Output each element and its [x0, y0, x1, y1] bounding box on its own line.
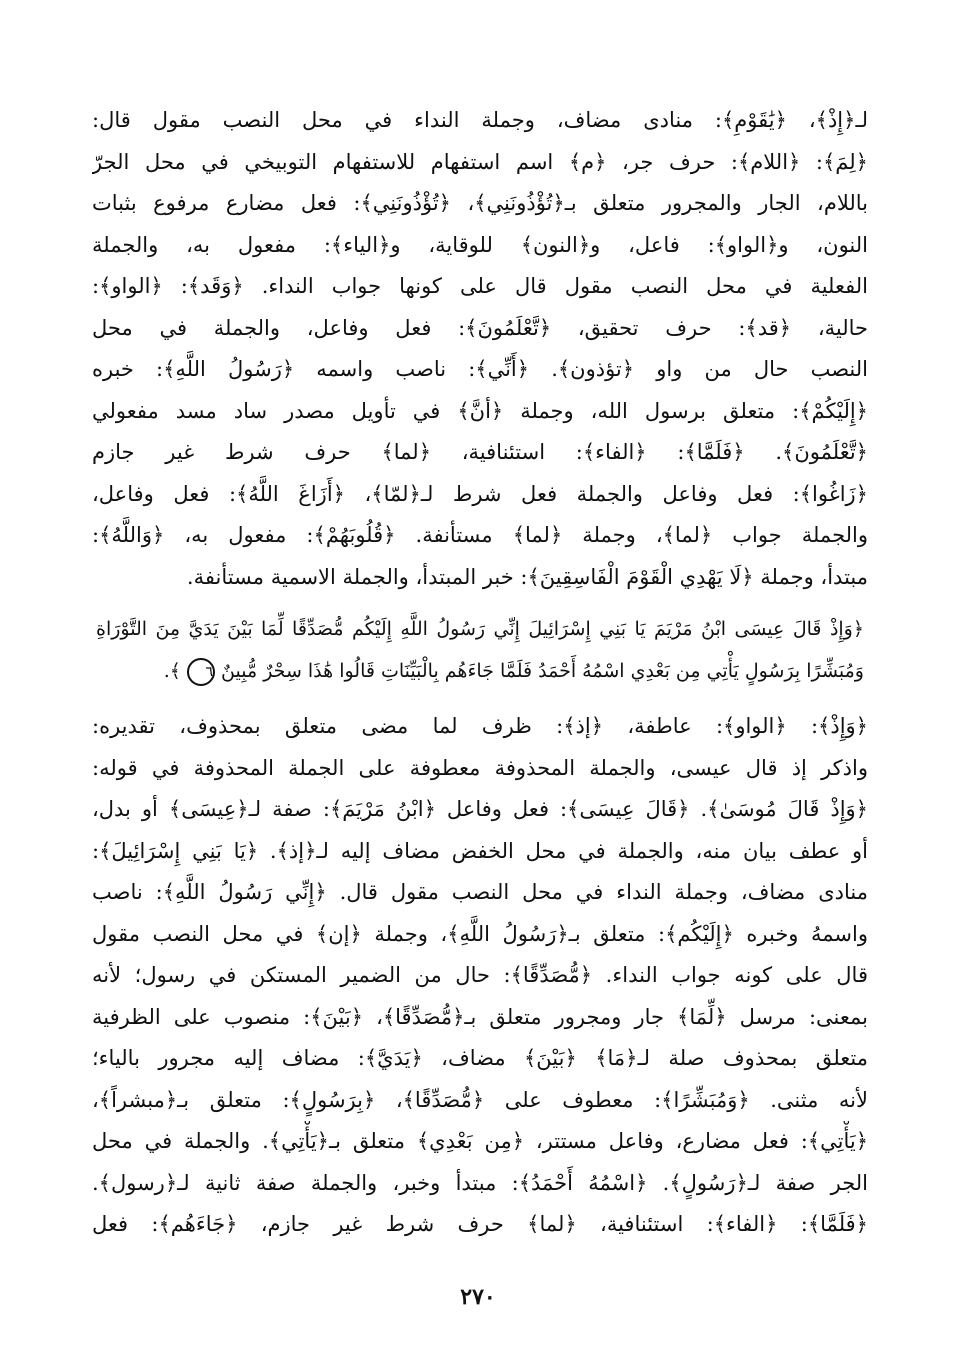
text-line: ﴿إِلَيْكُمْ﴾: متعلق برسول الله، وجملة ﴿أنَّ﴾ في تأويل مصدر ساد مسد مفعولي — [92, 398, 868, 423]
text-line: ﴿يَأْتِي﴾: فعل مضارع، وفاعل مستتر، ﴿مِن بَعْدِي﴾ متعلق بـ﴿يَأْتِي﴾. والجملة في محل — [92, 1129, 868, 1153]
verse-line: ﴿وَإِذْ قَالَ عِيسَى ابْنُ مَرْيَمَ يَا بَنِي إِسْرَائِيلَ إِنِّي رَسُولُ اللَّهِ إِلَيْكُم مُّصَدِّقًا لِّمَا بَيْنَ يَدَيَّ مِنَ التَّوْرَاةِ — [96, 618, 864, 640]
text-line: النصب حال من واو ﴿تؤذون﴾. ﴿أَنِّي﴾: ناصب واسمه ﴿رَسُولُ اللَّهِ﴾: خبره — [92, 357, 868, 381]
text-line: منادى مضاف، وجملة النداء في محل النصب مقول قال. ﴿إِنِّي رَسُولُ اللَّهِ﴾: ناصب — [92, 880, 868, 904]
page-number: ٢٧٠ — [460, 1284, 496, 1310]
text-line: ﴿تَّعْلَمُونَ﴾. ﴿فَلَمَّا﴾: ﴿الفاء﴾: استئنافية، ﴿لما﴾ حرف شرط غير جازم — [92, 440, 868, 464]
text-line: أو عطف بيان منه، والجملة في محل الخفض مضاف إليه لـ﴿إذ﴾. ﴿يَا بَنِي إِسْرَائِيلَ﴾: — [92, 838, 868, 863]
text-line: لـ﴿إِذْ﴾، ﴿يَٰقَوْمِ﴾: منادى مضاف، وجملة النداء في محل النصب مقول قال: — [92, 108, 868, 132]
paragraph-1 — [92, 100, 868, 598]
text-line: قال على كونه جواب النداء. ﴿مُّصَدِّقًا﴾: حال من الضمير المستكن في رسول؛ لأنه — [92, 963, 868, 987]
text-line: ﴿لِمَ﴾: ﴿اللام﴾: حرف جر، ﴿م﴾ اسم استفهام للاستفهام التوبيخي في محل الجرّ — [92, 149, 868, 174]
text-line: ﴿فَلَمَّا﴾: ﴿الفاء﴾: استئنافية، ﴿لما﴾ حرف شرط غير جازم، ﴿جَاءَهُم﴾: فعل — [92, 1212, 868, 1236]
verse-text: وَمُبَشِّرًا بِرَسُولٍ يَأْتِي مِن بَعْدِي اسْمُهُ أَحْمَدُ فَلَمَّا جَاءَهُم بِالْبَيِّنَاتِ قَالُوا هَٰذَا سِحْرٌ مُّبِينٌ — [221, 660, 864, 682]
text-line: واذكر إذ قال عيسى، والجملة المحذوفة معطوفة على الجملة المحذوفة في قوله: — [92, 755, 868, 780]
paragraph-2 — [92, 706, 868, 1246]
text-line: بمعنى: مرسل ﴿لِّمَا﴾ جار ومجرور متعلق بـ﴿مُّصَدِّقًا﴾، ﴿بَيْنَ﴾: منصوب على الظرفية — [92, 1004, 868, 1029]
text-line: مبتدأ، وجملة ﴿لَا يَهْدِي الْقَوْمَ الْفَاسِقِينَ﴾: خبر المبتدأ، والجملة الاسمية مستأنفة. — [186, 564, 868, 589]
text-line: ﴿وَإِذْ قَالَ مُوسَىٰ﴾. ﴿قَالَ عِيسَى﴾: فعل وفاعل ﴿ابْنُ مَرْيَمَ﴾: صفة لـ﴿عِيسَى﴾ أو بدل، — [92, 797, 868, 821]
text-line: باللام، الجار والمجرور متعلق بـ﴿تُؤْذُونَنِي﴾، ﴿تُؤْذُونَنِي﴾: فعل مضارع مرفوع بثبات — [92, 191, 868, 215]
text-line: الجر صفة لـ﴿رَسُولٍ﴾. ﴿اسْمُهُ أَحْمَدُ﴾: مبتدأ وخبر، والجملة صفة ثانية لـ﴿رسول﴾. — [92, 1170, 868, 1195]
text-line: والجملة جواب ﴿لما﴾، وجملة ﴿لما﴾ مستأنفة. ﴿قُلُوبَهُمْ﴾: مفعول به، ﴿وَاللَّهُ﴾: — [92, 523, 868, 547]
text-line: الفعلية في محل النصب مقول قال على كونها جواب النداء. ﴿وَقَد﴾: ﴿الواو﴾: — [92, 274, 868, 298]
text-line: واسمهُ وخبره ﴿إِلَيْكُم﴾: متعلق بـ﴿رَسُولُ اللَّهِ﴾، وجملة ﴿إن﴾ في محل النصب مقول — [92, 921, 868, 946]
verse-number-icon: ٦ — [187, 658, 215, 686]
quran-verse — [92, 608, 868, 692]
page-body — [92, 100, 868, 1246]
text-line: ﴿زَاغُوا﴾: فعل وفاعل والجملة فعل شرط لـ﴿لمّا﴾، ﴿أَزَاغَ اللَّهُ﴾: فعل وفاعل، — [92, 481, 868, 506]
verse-line-last — [96, 650, 864, 692]
text-line: ﴿وَإِذْ﴾: ﴿الواو﴾: عاطفة، ﴿إذ﴾: ظرف لما مضى متعلق بمحذوف، تقديره: — [92, 714, 868, 738]
text-line: النون، و﴿الواو﴾: فاعل، و﴿النون﴾ للوقاية، و﴿الياء﴾: مفعول به، والجملة — [92, 232, 868, 257]
verse-close: ﴾. — [163, 660, 181, 682]
text-line: لأنه مثنى. ﴿وَمُبَشِّرًا﴾: معطوف على ﴿مُّصَدِّقًا﴾، ﴿بِرَسُولٍ﴾: متعلق بـ﴿مبشراً﴾، — [92, 1087, 868, 1112]
text-line: حالية، ﴿قد﴾: حرف تحقيق، ﴿تَّعْلَمُونَ﴾: فعل وفاعل، والجملة في محل — [92, 315, 868, 340]
text-line: متعلق بمحذوف صلة لـ﴿مَا﴾ ﴿بَيْنَ﴾ مضاف، ﴿يَدَيَّ﴾: مضاف إليه مجرور بالياء؛ — [92, 1046, 868, 1070]
